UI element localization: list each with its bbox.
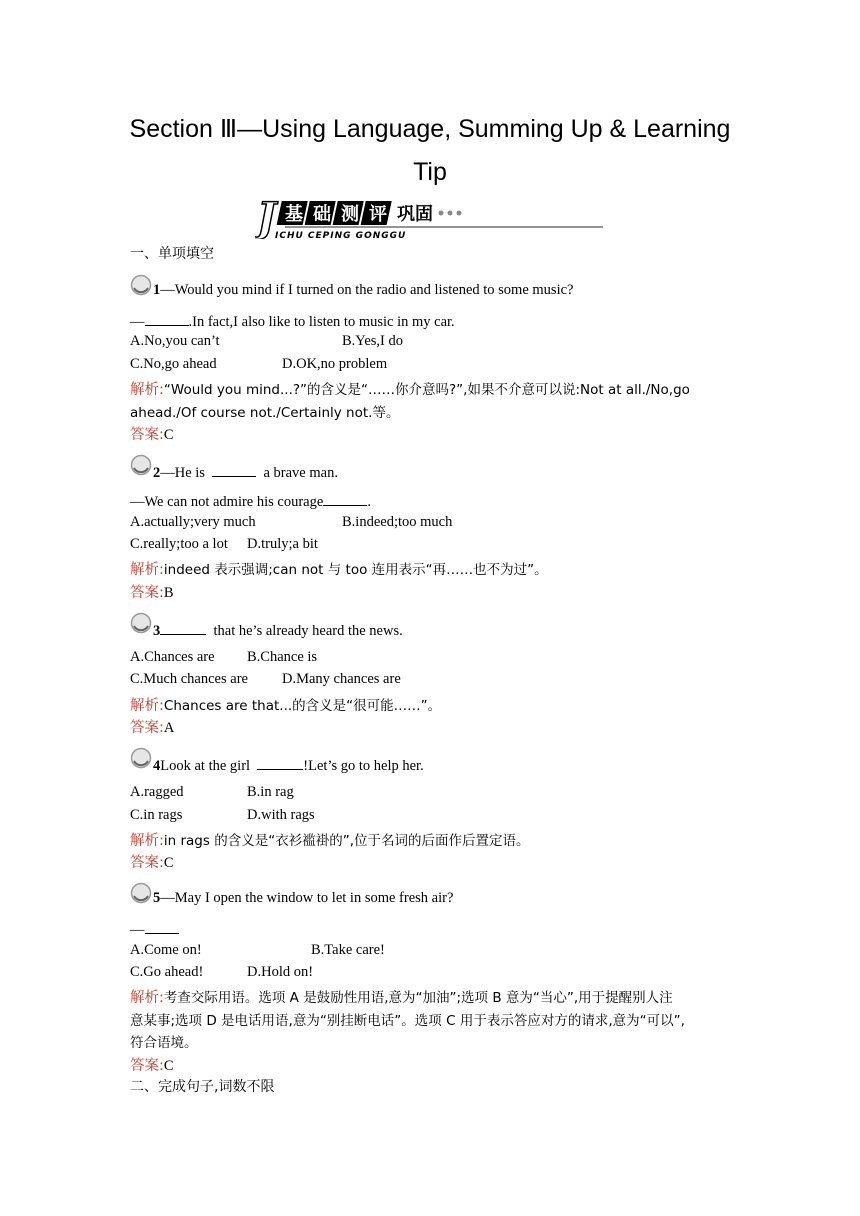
q4-stem-pre: Look at the girl (160, 758, 251, 774)
q1-option-a: A.No,you can’t (130, 333, 220, 349)
banner-char-4: 评 (369, 204, 387, 225)
q5-blank (145, 919, 179, 934)
q3-number: 3 (153, 623, 161, 639)
q1-analysis-label: 解析: (130, 382, 164, 398)
q3-blank (160, 620, 206, 635)
q5-analysis-line-3: 符合语境。 (130, 1035, 198, 1051)
q2-analysis (130, 558, 548, 579)
q3-analysis-text: Chances are that...的含义是“很可能……”。 (163, 698, 442, 714)
q3-analysis (130, 694, 441, 715)
q1-option-b: B.Yes,I do (342, 333, 403, 349)
q2-stem-pre: —He is (160, 465, 205, 481)
q2-option-a: A.actually;very much (130, 514, 256, 530)
page-title (120, 108, 740, 194)
q4-option-d: D.with rags (247, 807, 315, 823)
q4-stem-post: !Let’s go to help her. (303, 758, 424, 774)
q2-reply (130, 491, 371, 511)
q1-option-d: D.OK,no problem (282, 356, 388, 372)
q1-analysis-line-1 (130, 378, 690, 399)
section-banner (255, 195, 605, 239)
q4-option-c: C.in rags (130, 807, 183, 823)
q4-number: 4 (153, 758, 161, 774)
q2-answer (130, 581, 174, 602)
q1-reply-dash: — (130, 314, 145, 330)
q3-answer (130, 716, 174, 737)
q5-analysis-line-1 (130, 986, 673, 1007)
q5-answer (130, 1054, 174, 1075)
q5-analysis-label: 解析: (130, 990, 164, 1006)
q1-reply-text: .In fact,I also like to listen to music in my car. (188, 314, 455, 330)
banner-char-2: 础 (313, 204, 331, 225)
q3-option-c: C.Much chances are (130, 671, 248, 687)
q2-option-c: C.really;too a lot (130, 536, 228, 552)
banner-char-1: 基 (285, 204, 303, 225)
banner-dot-icon (457, 211, 462, 216)
question-marker-icon (130, 274, 152, 296)
q3-analysis-label: 解析: (130, 698, 164, 714)
q5-number: 5 (153, 890, 161, 906)
q3-stem (153, 620, 403, 640)
q5-option-c: C.Go ahead! (130, 964, 204, 980)
q4-analysis (130, 829, 529, 850)
banner-char-3: 测 (341, 204, 359, 225)
q4-option-b: B.in rag (247, 784, 294, 800)
q1-blank (145, 311, 189, 326)
question-marker-icon (130, 454, 152, 476)
q2-number: 2 (153, 465, 161, 481)
q4-analysis-label: 解析: (130, 833, 164, 849)
q5-option-a: A.Come on! (130, 942, 202, 958)
q5-analysis-text-1: 考查交际用语。选项 A 是鼓励性用语,意为“加油”;选项 B 意为“当心”,用于提醒别人注 (163, 990, 673, 1006)
q1-stem (153, 282, 573, 299)
q3-option-b: B.Chance is (247, 649, 318, 665)
q5-stem (153, 890, 453, 907)
title-line-1: Section Ⅲ—Using Language, Summing Up & Learning (129, 115, 731, 143)
q1-answer-value: C (163, 427, 174, 443)
q2-stem (153, 462, 338, 482)
q5-stem-text: —May I open the window to let in some fresh air? (160, 890, 454, 906)
question-marker-icon (130, 882, 152, 904)
section-1-heading: 一、单项填空 (130, 246, 214, 262)
q3-option-d: D.Many chances are (282, 671, 401, 687)
q5-reply (130, 919, 179, 939)
q5-option-d: D.Hold on! (247, 964, 314, 980)
banner-dot-icon (439, 211, 444, 216)
q5-reply-dash: — (130, 922, 145, 938)
banner-mark: J (257, 195, 276, 239)
q4-answer-label: 答案: (130, 855, 164, 871)
q1-option-c: C.No,go ahead (130, 356, 217, 372)
q2-answer-value: B (163, 585, 174, 601)
q1-analysis-line-2: ahead./Of course not./Certainly not.等。 (130, 405, 400, 421)
q2-option-d: D.truly;a bit (247, 536, 318, 552)
banner-tail: 巩固 (397, 204, 433, 225)
banner-dot-icon (448, 211, 453, 216)
q4-stem (153, 755, 424, 775)
q2-blank-1 (212, 462, 256, 477)
q2-stem-post: a brave man. (263, 465, 338, 481)
q5-analysis-line-2: 意某事;选项 D 是电话用语,意为“别挂断电话”。选项 C 用于表示答应对方的请求,意为“可以”, (130, 1013, 685, 1029)
q2-blank-2 (323, 491, 367, 506)
banner-pinyin: ICHU CEPING GONGGU (275, 231, 407, 239)
q3-answer-label: 答案: (130, 720, 164, 736)
q2-reply-text: —We can not admire his courage (130, 494, 324, 510)
q3-option-a: A.Chances are (130, 649, 215, 665)
q2-reply-end: . (367, 494, 371, 510)
q5-option-b: B.Take care! (311, 942, 385, 958)
q2-answer-label: 答案: (130, 585, 164, 601)
q5-answer-value: C (163, 1058, 174, 1074)
q4-option-a: A.ragged (130, 784, 184, 800)
q1-analysis-text-1: “Would you mind...?”的含义是“……你介意吗?”,如果不介意可以说:Not at all./No,go (163, 382, 690, 398)
question-marker-icon (130, 747, 152, 769)
q2-analysis-label: 解析: (130, 562, 164, 578)
q1-number: 1 (153, 282, 161, 298)
q1-stem-text: —Would you mind if I turned on the radio and listened to some music? (160, 282, 574, 298)
q4-answer (130, 851, 174, 872)
q2-option-b: B.indeed;too much (342, 514, 453, 530)
title-line-2: Tip (413, 158, 447, 186)
section-2-heading: 二、完成句子,词数不限 (130, 1079, 275, 1095)
q4-blank (257, 755, 303, 770)
question-marker-icon (130, 612, 152, 634)
q1-answer-label: 答案: (130, 427, 164, 443)
q3-answer-value: A (163, 720, 175, 736)
q4-answer-value: C (163, 855, 174, 871)
q2-analysis-text: indeed 表示强调;can not 与 too 连用表示“再……也不为过”。 (163, 562, 548, 578)
q1-reply (130, 311, 455, 331)
q3-stem-text: that he’s already heard the news. (213, 623, 403, 639)
q4-analysis-text: in rags 的含义是“衣衫褴褂的”,位于名词的后面作后置定语。 (163, 833, 530, 849)
q5-answer-label: 答案: (130, 1058, 164, 1074)
q1-answer (130, 423, 174, 444)
